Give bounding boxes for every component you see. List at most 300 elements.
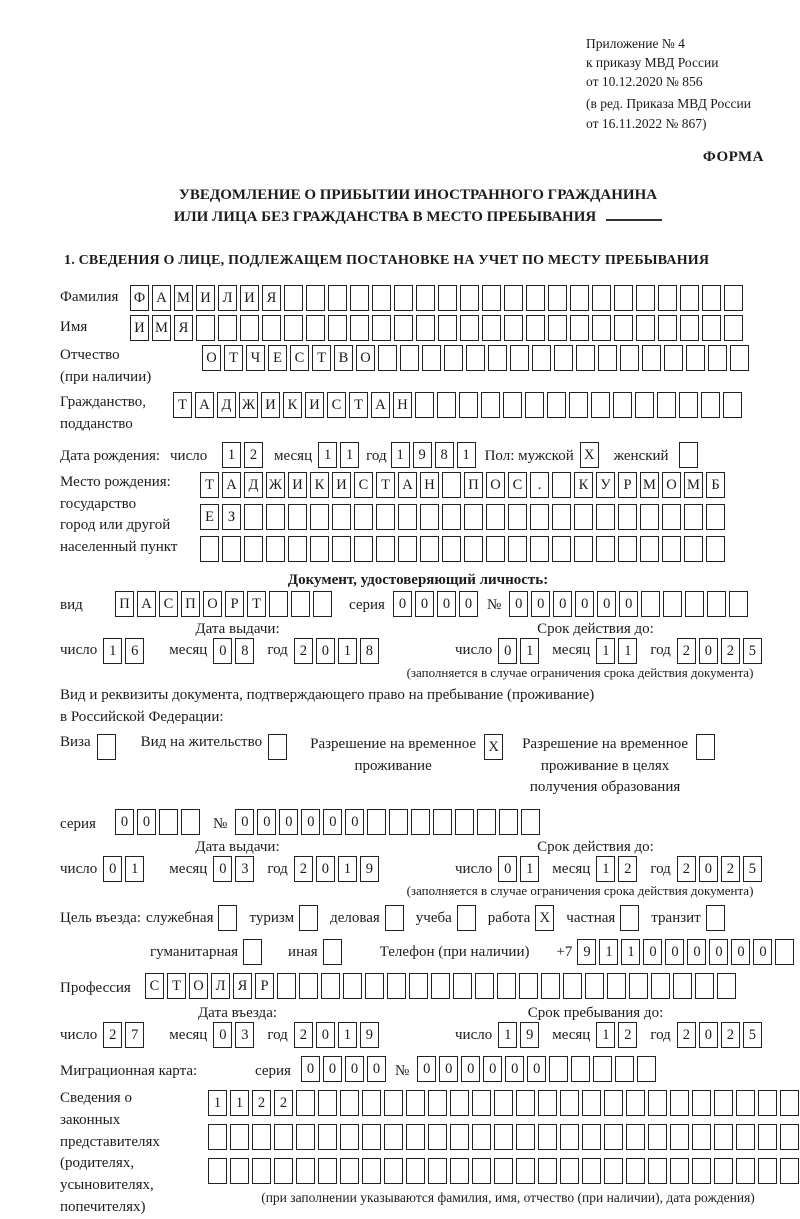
char-box[interactable]: 5: [743, 638, 762, 664]
char-box[interactable]: [613, 392, 632, 418]
char-box[interactable]: [560, 1124, 579, 1150]
char-box[interactable]: 5: [743, 856, 762, 882]
char-box[interactable]: [97, 734, 116, 760]
char-box[interactable]: [406, 1090, 425, 1116]
char-box[interactable]: 0: [687, 939, 706, 965]
char-box[interactable]: [663, 591, 682, 617]
char-box[interactable]: М: [640, 472, 659, 498]
char-box[interactable]: [635, 392, 654, 418]
char-box[interactable]: А: [371, 392, 390, 418]
char-box[interactable]: 8: [235, 638, 254, 664]
char-box[interactable]: 1: [621, 939, 640, 965]
char-box[interactable]: [618, 504, 637, 530]
char-box[interactable]: П: [181, 591, 200, 617]
char-box[interactable]: А: [222, 472, 241, 498]
char-box[interactable]: [400, 345, 419, 371]
char-box[interactable]: Т: [173, 392, 192, 418]
char-box[interactable]: Я: [262, 285, 281, 311]
char-box[interactable]: [730, 345, 749, 371]
char-box[interactable]: О: [202, 345, 221, 371]
char-box[interactable]: 9: [520, 1022, 539, 1048]
char-box[interactable]: Е: [268, 345, 287, 371]
char-box[interactable]: 2: [618, 1022, 637, 1048]
char-box[interactable]: Т: [200, 472, 219, 498]
char-box[interactable]: [758, 1124, 777, 1150]
char-box[interactable]: 2: [677, 1022, 696, 1048]
char-box[interactable]: [398, 504, 417, 530]
char-box[interactable]: [244, 536, 263, 562]
char-box[interactable]: 9: [360, 856, 379, 882]
char-box[interactable]: [780, 1124, 799, 1150]
char-box[interactable]: 0: [665, 939, 684, 965]
char-box[interactable]: [673, 973, 692, 999]
char-box[interactable]: [670, 1158, 689, 1184]
char-box[interactable]: 1: [338, 1022, 357, 1048]
char-box[interactable]: [332, 504, 351, 530]
char-box[interactable]: X: [580, 442, 599, 468]
char-box[interactable]: [218, 905, 237, 931]
char-box[interactable]: Т: [167, 973, 186, 999]
char-box[interactable]: [570, 315, 589, 341]
char-box[interactable]: 0: [459, 591, 478, 617]
char-box[interactable]: 0: [553, 591, 572, 617]
char-box[interactable]: 0: [531, 591, 550, 617]
char-box[interactable]: 0: [439, 1056, 458, 1082]
char-box[interactable]: [596, 504, 615, 530]
char-box[interactable]: 1: [596, 638, 615, 664]
char-box[interactable]: [525, 392, 544, 418]
char-box[interactable]: [604, 1124, 623, 1150]
char-box[interactable]: С: [508, 472, 527, 498]
char-box[interactable]: [607, 973, 626, 999]
char-box[interactable]: 1: [103, 638, 122, 664]
char-box[interactable]: [538, 1090, 557, 1116]
char-box[interactable]: [706, 536, 725, 562]
char-box[interactable]: 0: [345, 1056, 364, 1082]
char-box[interactable]: [670, 1124, 689, 1150]
char-box[interactable]: [277, 973, 296, 999]
char-box[interactable]: [200, 536, 219, 562]
char-box[interactable]: 0: [699, 1022, 718, 1048]
char-box[interactable]: Р: [255, 973, 274, 999]
char-box[interactable]: С: [354, 472, 373, 498]
char-box[interactable]: [519, 973, 538, 999]
char-box[interactable]: 0: [509, 591, 528, 617]
char-box[interactable]: [706, 905, 725, 931]
char-box[interactable]: 1: [125, 856, 144, 882]
char-box[interactable]: [686, 345, 705, 371]
char-box[interactable]: И: [240, 285, 259, 311]
char-box[interactable]: [288, 536, 307, 562]
char-box[interactable]: [692, 1158, 711, 1184]
char-box[interactable]: 0: [257, 809, 276, 835]
char-box[interactable]: [230, 1158, 249, 1184]
char-box[interactable]: [291, 591, 310, 617]
char-box[interactable]: [684, 504, 703, 530]
char-box[interactable]: [582, 1124, 601, 1150]
char-box[interactable]: [532, 345, 551, 371]
char-box[interactable]: [475, 973, 494, 999]
char-box[interactable]: 0: [115, 809, 134, 835]
char-box[interactable]: [415, 392, 434, 418]
char-box[interactable]: [736, 1124, 755, 1150]
char-box[interactable]: И: [332, 472, 351, 498]
char-box[interactable]: [723, 392, 742, 418]
char-box[interactable]: 2: [103, 1022, 122, 1048]
char-box[interactable]: С: [327, 392, 346, 418]
char-box[interactable]: [548, 285, 567, 311]
char-box[interactable]: [692, 1090, 711, 1116]
char-box[interactable]: [636, 315, 655, 341]
char-box[interactable]: [548, 315, 567, 341]
char-box[interactable]: 1: [596, 856, 615, 882]
char-box[interactable]: [552, 472, 571, 498]
char-box[interactable]: [444, 345, 463, 371]
char-box[interactable]: 8: [435, 442, 454, 468]
char-box[interactable]: [670, 1090, 689, 1116]
char-box[interactable]: [482, 315, 501, 341]
char-box[interactable]: [508, 504, 527, 530]
char-box[interactable]: К: [310, 472, 329, 498]
char-box[interactable]: [437, 392, 456, 418]
char-box[interactable]: [482, 285, 501, 311]
char-box[interactable]: [679, 392, 698, 418]
char-box[interactable]: [268, 734, 287, 760]
char-box[interactable]: [450, 1124, 469, 1150]
char-box[interactable]: [244, 504, 263, 530]
char-box[interactable]: 0: [527, 1056, 546, 1082]
char-box[interactable]: [365, 973, 384, 999]
char-box[interactable]: 0: [213, 856, 232, 882]
char-box[interactable]: 9: [413, 442, 432, 468]
char-box[interactable]: [284, 315, 303, 341]
char-box[interactable]: [372, 315, 391, 341]
char-box[interactable]: 0: [316, 638, 335, 664]
char-box[interactable]: [486, 536, 505, 562]
char-box[interactable]: 0: [213, 1022, 232, 1048]
char-box[interactable]: .: [530, 472, 549, 498]
char-box[interactable]: [662, 504, 681, 530]
char-box[interactable]: [362, 1158, 381, 1184]
char-box[interactable]: [306, 285, 325, 311]
char-box[interactable]: О: [662, 472, 681, 498]
char-box[interactable]: У: [596, 472, 615, 498]
char-box[interactable]: [651, 973, 670, 999]
char-box[interactable]: [657, 392, 676, 418]
char-box[interactable]: [642, 345, 661, 371]
char-box[interactable]: [428, 1090, 447, 1116]
char-box[interactable]: 1: [599, 939, 618, 965]
char-box[interactable]: Н: [393, 392, 412, 418]
char-box[interactable]: [477, 809, 496, 835]
char-box[interactable]: [196, 315, 215, 341]
char-box[interactable]: [218, 315, 237, 341]
char-box[interactable]: [450, 1090, 469, 1116]
char-box[interactable]: [526, 285, 545, 311]
char-box[interactable]: [343, 973, 362, 999]
char-box[interactable]: [433, 809, 452, 835]
char-box[interactable]: [541, 973, 560, 999]
char-box[interactable]: Е: [200, 504, 219, 530]
char-box[interactable]: [516, 1158, 535, 1184]
char-box[interactable]: [604, 1158, 623, 1184]
char-box[interactable]: X: [535, 905, 554, 931]
char-box[interactable]: [724, 285, 743, 311]
char-box[interactable]: Л: [211, 973, 230, 999]
char-box[interactable]: П: [464, 472, 483, 498]
char-box[interactable]: 1: [391, 442, 410, 468]
char-box[interactable]: [592, 285, 611, 311]
char-box[interactable]: [328, 285, 347, 311]
char-box[interactable]: Я: [233, 973, 252, 999]
char-box[interactable]: [411, 809, 430, 835]
char-box[interactable]: [384, 1090, 403, 1116]
char-box[interactable]: [416, 315, 435, 341]
char-box[interactable]: [420, 536, 439, 562]
char-box[interactable]: 0: [316, 1022, 335, 1048]
char-box[interactable]: [243, 939, 262, 965]
char-box[interactable]: [620, 905, 639, 931]
char-box[interactable]: 1: [520, 638, 539, 664]
char-box[interactable]: [459, 392, 478, 418]
char-box[interactable]: [637, 1056, 656, 1082]
char-box[interactable]: [438, 315, 457, 341]
char-box[interactable]: Л: [218, 285, 237, 311]
char-box[interactable]: 1: [230, 1090, 249, 1116]
char-box[interactable]: [455, 809, 474, 835]
char-box[interactable]: [296, 1124, 315, 1150]
char-box[interactable]: [442, 472, 461, 498]
char-box[interactable]: 0: [498, 856, 517, 882]
char-box[interactable]: [516, 1124, 535, 1150]
char-box[interactable]: Р: [618, 472, 637, 498]
char-box[interactable]: 0: [235, 809, 254, 835]
char-box[interactable]: [378, 345, 397, 371]
char-box[interactable]: Ф: [130, 285, 149, 311]
char-box[interactable]: [521, 809, 540, 835]
char-box[interactable]: [376, 536, 395, 562]
char-box[interactable]: [321, 973, 340, 999]
char-box[interactable]: 0: [279, 809, 298, 835]
char-box[interactable]: А: [195, 392, 214, 418]
char-box[interactable]: [714, 1090, 733, 1116]
char-box[interactable]: [640, 536, 659, 562]
char-box[interactable]: [159, 809, 178, 835]
char-box[interactable]: [736, 1090, 755, 1116]
char-box[interactable]: [472, 1124, 491, 1150]
char-box[interactable]: [648, 1090, 667, 1116]
char-box[interactable]: 1: [498, 1022, 517, 1048]
char-box[interactable]: [547, 392, 566, 418]
char-box[interactable]: [615, 1056, 634, 1082]
char-box[interactable]: [266, 536, 285, 562]
char-box[interactable]: 9: [577, 939, 596, 965]
char-box[interactable]: 0: [699, 856, 718, 882]
char-box[interactable]: [571, 1056, 590, 1082]
char-box[interactable]: А: [137, 591, 156, 617]
char-box[interactable]: 0: [643, 939, 662, 965]
char-box[interactable]: В: [334, 345, 353, 371]
char-box[interactable]: [538, 1124, 557, 1150]
char-box[interactable]: М: [174, 285, 193, 311]
char-box[interactable]: И: [196, 285, 215, 311]
char-box[interactable]: [406, 1124, 425, 1150]
char-box[interactable]: [574, 504, 593, 530]
char-box[interactable]: [323, 939, 342, 965]
char-box[interactable]: М: [684, 472, 703, 498]
char-box[interactable]: [640, 504, 659, 530]
char-box[interactable]: [582, 1090, 601, 1116]
char-box[interactable]: [658, 315, 677, 341]
char-box[interactable]: [208, 1158, 227, 1184]
char-box[interactable]: [488, 345, 507, 371]
char-box[interactable]: С: [145, 973, 164, 999]
char-box[interactable]: З: [222, 504, 241, 530]
char-box[interactable]: [288, 504, 307, 530]
char-box[interactable]: Т: [349, 392, 368, 418]
char-box[interactable]: 0: [731, 939, 750, 965]
char-box[interactable]: Т: [312, 345, 331, 371]
char-box[interactable]: [442, 536, 461, 562]
char-box[interactable]: [284, 285, 303, 311]
char-box[interactable]: [457, 905, 476, 931]
char-box[interactable]: [420, 504, 439, 530]
char-box[interactable]: [481, 392, 500, 418]
char-box[interactable]: [664, 345, 683, 371]
char-box[interactable]: Д: [217, 392, 236, 418]
char-box[interactable]: [780, 1090, 799, 1116]
char-box[interactable]: [714, 1124, 733, 1150]
char-box[interactable]: [503, 392, 522, 418]
char-box[interactable]: [576, 345, 595, 371]
char-box[interactable]: 6: [125, 638, 144, 664]
char-box[interactable]: [702, 285, 721, 311]
char-box[interactable]: [464, 504, 483, 530]
char-box[interactable]: [181, 809, 200, 835]
char-box[interactable]: 1: [318, 442, 337, 468]
char-box[interactable]: 0: [699, 638, 718, 664]
char-box[interactable]: 2: [274, 1090, 293, 1116]
char-box[interactable]: [510, 345, 529, 371]
char-box[interactable]: [582, 1158, 601, 1184]
char-box[interactable]: Ж: [266, 472, 285, 498]
char-box[interactable]: 2: [721, 638, 740, 664]
char-box[interactable]: 0: [437, 591, 456, 617]
char-box[interactable]: 1: [208, 1090, 227, 1116]
char-box[interactable]: М: [152, 315, 171, 341]
char-box[interactable]: [614, 285, 633, 311]
char-box[interactable]: 0: [323, 1056, 342, 1082]
char-box[interactable]: 2: [244, 442, 263, 468]
char-box[interactable]: [526, 315, 545, 341]
char-box[interactable]: 2: [294, 638, 313, 664]
char-box[interactable]: О: [356, 345, 375, 371]
char-box[interactable]: [385, 905, 404, 931]
char-box[interactable]: [614, 315, 633, 341]
char-box[interactable]: [274, 1158, 293, 1184]
char-box[interactable]: [552, 504, 571, 530]
char-box[interactable]: [222, 536, 241, 562]
char-box[interactable]: [574, 536, 593, 562]
char-box[interactable]: [354, 504, 373, 530]
char-box[interactable]: [497, 973, 516, 999]
char-box[interactable]: [504, 315, 523, 341]
char-box[interactable]: [707, 591, 726, 617]
char-box[interactable]: [714, 1158, 733, 1184]
char-box[interactable]: [780, 1158, 799, 1184]
char-box[interactable]: С: [290, 345, 309, 371]
char-box[interactable]: [692, 1124, 711, 1150]
char-box[interactable]: [394, 285, 413, 311]
char-box[interactable]: 3: [235, 856, 254, 882]
char-box[interactable]: [384, 1158, 403, 1184]
char-box[interactable]: О: [203, 591, 222, 617]
char-box[interactable]: [416, 285, 435, 311]
char-box[interactable]: [626, 1124, 645, 1150]
char-box[interactable]: И: [305, 392, 324, 418]
char-box[interactable]: [563, 973, 582, 999]
char-box[interactable]: Д: [244, 472, 263, 498]
char-box[interactable]: [394, 315, 413, 341]
char-box[interactable]: 2: [252, 1090, 271, 1116]
char-box[interactable]: 0: [213, 638, 232, 664]
char-box[interactable]: 0: [505, 1056, 524, 1082]
char-box[interactable]: 0: [301, 809, 320, 835]
char-box[interactable]: [658, 285, 677, 311]
char-box[interactable]: [695, 973, 714, 999]
char-box[interactable]: [549, 1056, 568, 1082]
char-box[interactable]: [340, 1158, 359, 1184]
char-box[interactable]: К: [283, 392, 302, 418]
char-box[interactable]: [296, 1158, 315, 1184]
char-box[interactable]: [422, 345, 441, 371]
char-box[interactable]: [350, 285, 369, 311]
char-box[interactable]: [494, 1158, 513, 1184]
char-box[interactable]: К: [574, 472, 593, 498]
char-box[interactable]: [398, 536, 417, 562]
char-box[interactable]: [428, 1124, 447, 1150]
char-box[interactable]: [387, 973, 406, 999]
char-box[interactable]: 9: [360, 1022, 379, 1048]
char-box[interactable]: [702, 315, 721, 341]
char-box[interactable]: Ч: [246, 345, 265, 371]
char-box[interactable]: [252, 1124, 271, 1150]
char-box[interactable]: 0: [103, 856, 122, 882]
char-box[interactable]: 2: [677, 856, 696, 882]
char-box[interactable]: [620, 345, 639, 371]
char-box[interactable]: 1: [457, 442, 476, 468]
char-box[interactable]: 1: [596, 1022, 615, 1048]
char-box[interactable]: [442, 504, 461, 530]
char-box[interactable]: Я: [174, 315, 193, 341]
char-box[interactable]: 8: [360, 638, 379, 664]
char-box[interactable]: [296, 1090, 315, 1116]
char-box[interactable]: [569, 392, 588, 418]
char-box[interactable]: [701, 392, 720, 418]
char-box[interactable]: О: [189, 973, 208, 999]
char-box[interactable]: Т: [224, 345, 243, 371]
char-box[interactable]: [680, 285, 699, 311]
char-box[interactable]: 0: [301, 1056, 320, 1082]
char-box[interactable]: [318, 1090, 337, 1116]
char-box[interactable]: Ж: [239, 392, 258, 418]
char-box[interactable]: А: [152, 285, 171, 311]
char-box[interactable]: [629, 973, 648, 999]
char-box[interactable]: [274, 1124, 293, 1150]
char-box[interactable]: С: [159, 591, 178, 617]
char-box[interactable]: 0: [417, 1056, 436, 1082]
char-box[interactable]: 1: [340, 442, 359, 468]
